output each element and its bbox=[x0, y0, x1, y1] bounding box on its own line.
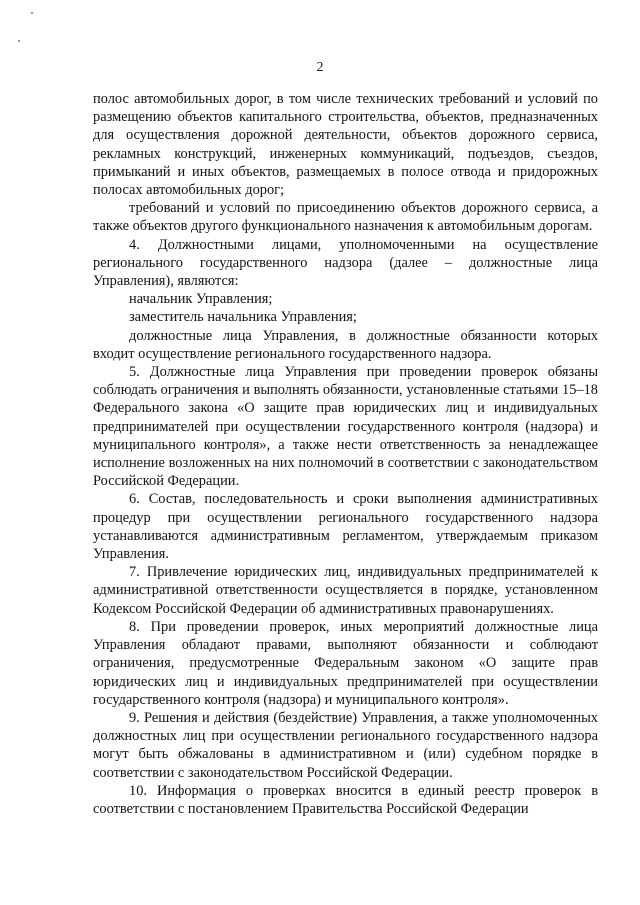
paragraph-item-4: 4. Должностными лицами, уполномоченными на осуществление регионального государственного надзора (далее – должностные лица Управления), являются: bbox=[93, 236, 598, 290]
paragraph-item-8: 8. При проведении проверок, иных мероприятий должностные лица Управления обладают правами, выполняют обязанности и соблюдают ограничения, предусмотренные Федеральным законом «О защите прав юридических лиц и индивидуальных предпринимателей при осуществлении государственного контроля (надзора) и муниципального контроля». bbox=[93, 618, 598, 708]
page-number: 2 bbox=[316, 60, 324, 75]
paragraph: требований и условий по присоединению объектов дорожного сервиса, а также объектов другого функционального назначения к автомобильным дорогам. bbox=[93, 200, 598, 235]
scan-speck bbox=[31, 12, 33, 14]
paragraph-continuation: полос автомобильных дорог, в том числе технических требований и условий по размещению объектов капитального строительства, объектов, предназначенных для осуществления дорожной деятельности, объектов дорожного сервиса, рекламных конструкций, инженерных коммуникаций, подъездов, съездов, примыканий и иных объектов, размещаемых в полосе отвода и придорожных полосах автомобильных дорог; bbox=[93, 91, 598, 199]
list-item: должностные лица Управления, в должностные обязанности которых входит осуществление регионального государственного надзора. bbox=[93, 327, 598, 362]
document-body bbox=[93, 90, 598, 818]
paragraph-item-10: 10. Информация о проверках вносится в единый реестр проверок в соответствии с постановлением Правительства Российской Федерации bbox=[93, 782, 598, 817]
scan-speck bbox=[18, 40, 20, 42]
paragraph-item-5: 5. Должностные лица Управления при проведении проверок обязаны соблюдать ограничения и выполнять обязанности, установленные статьями 15–18 Федерального закона «О защите прав юридических лиц и индивидуальных предпринимателей при осуществлении государственного контроля (надзора) и муниципального контроля», а также нести ответственность за ненадлежащее исполнение возложенных на них полномочий в соответствии с законодательством Российской Федерации. bbox=[93, 364, 598, 490]
list-item: заместитель начальника Управления; bbox=[129, 309, 357, 326]
paragraph-item-6: 6. Состав, последовательность и сроки выполнения административных процедур при осуществлении регионального государственного надзора устанавливаются административным регламентом, утверждаемым приказом Управления. bbox=[93, 491, 598, 563]
paragraph-item-7: 7. Привлечение юридических лиц, индивидуальных предпринимателей к административной ответственности осуществляется в порядке, установленном Кодексом Российской Федерации об административных правонарушениях. bbox=[93, 564, 598, 617]
paragraph-item-9: 9. Решения и действия (бездействие) Управления, а также уполномоченных должностных лиц при осуществлении регионального государственного надзора могут быть обжалованы в административном и (или) судебном порядке в соответствии с законодательством Российской Федерации. bbox=[93, 709, 598, 781]
list-item: начальник Управления; bbox=[129, 291, 273, 308]
